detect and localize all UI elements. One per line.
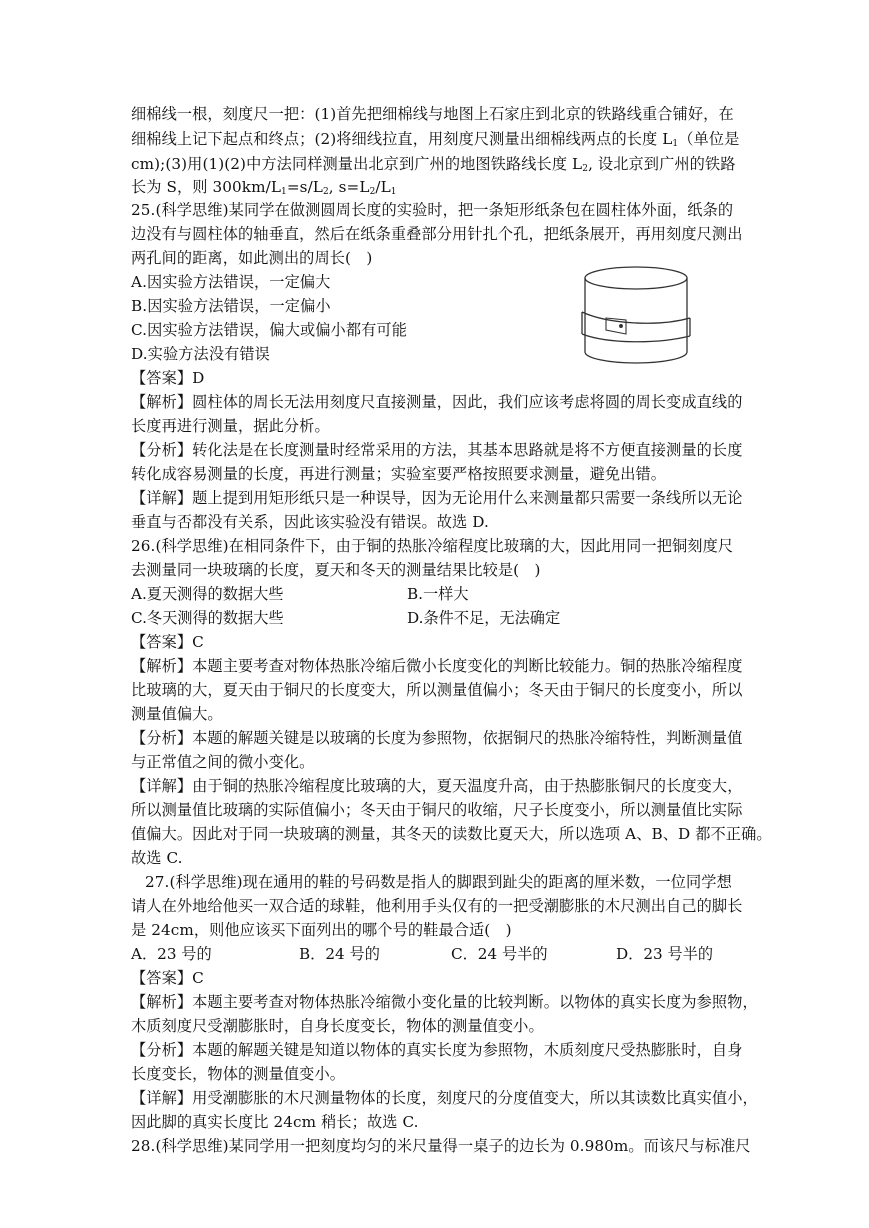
q26-option-d: D.条件不足，无法确定 — [407, 609, 561, 627]
q27-option-a: A．23 号的 — [131, 945, 212, 963]
q27-jiexi-line-1: 【解析】本题主要考查对物体热胀冷缩微小变化量的比较判断。以物体的真实长度为参照物， — [131, 993, 758, 1011]
q25-xiangjie-line-1: 【详解】题上提到用矩形纸只是一种误导，因为无论用什么来测量都只需要一条线所以无论 — [131, 489, 743, 507]
q25-option-d: D.实验方法没有错误 — [131, 345, 270, 363]
q27-stem-line-3: 是 24cm，则他应该买下面列出的哪个号的鞋最合适( ) — [131, 921, 512, 939]
q27-xiangjie-line-1: 【详解】用受潮膨胀的木尺测量物体的长度，刻度尺的分度值变大，所以其读数比真实值小， — [131, 1089, 758, 1107]
intro-line-3: cm);(3)用(1)(2)中方法同样测量出北京到广州的地图铁路线长度 $L_2$, 设北京到广州的铁路 — [131, 155, 736, 174]
q25-xiangjie-line-2: 垂直与否都没有关系，因此该实验没有错误。故选 D. — [131, 513, 489, 531]
q26-option-b: B.一样大 — [407, 585, 469, 603]
q26-stem-line-1: 26.(科学思维)在相同条件下，由于铜的热胀冷缩程度比玻璃的大，因此用同一把铜刻度尺 — [131, 537, 734, 555]
q27-stem-line-2: 请人在外地给他买一双合适的球鞋，他利用手头仅有的一把受潮膨胀的木尺测出自己的脚长 — [131, 897, 743, 915]
q25-option-c: C.因实验方法错误，偏大或偏小都有可能 — [131, 321, 407, 339]
q25-stem-line-3: 两孔间的距离，如此测出的周长( ) — [131, 249, 373, 267]
intro-line-4: 长为 S，则 $300km/L_1=s/L_2$, $s=L_2/L_1$ — [131, 178, 397, 197]
q25-stem-line-2: 边没有与圆柱体的轴垂直，然后在纸条重叠部分用针扎个孔，把纸条展开，再用刻度尺测出 — [131, 225, 743, 243]
q25-jiexi-line-1: 【解析】圆柱体的周长无法用刻度尺直接测量，因此，我们应该考虑将圆的周长变成直线的 — [131, 393, 743, 411]
q26-xiangjie-line-2: 所以测量值比玻璃的实际值偏小；冬天由于铜尺的收缩，尺子长度变小，所以测量值比实际 — [131, 801, 743, 819]
q25-option-b: B.因实验方法错误，一定偏小 — [131, 297, 331, 315]
q28-stem-line-1: 28.(科学思维)某同学用一把刻度均匀的米尺量得一桌子的边长为 0.980m。而该尺与标准尺 — [131, 1137, 751, 1155]
q26-jiexi-line-2: 比玻璃的大，夏天由于铜尺的长度变大，所以测量值偏小；冬天由于铜尺的长度变小，所以 — [131, 681, 743, 699]
q25-jiexi-line-2: 长度再进行测量，据此分析。 — [131, 417, 330, 435]
intro-line-1: 细棉线一根，刻度尺一把：(1)首先把细棉线与地图上石家庄到北京的铁路线重合铺好，在 — [131, 105, 734, 123]
q27-answer: 【答案】C — [131, 969, 204, 987]
q25-answer: 【答案】D — [131, 369, 205, 387]
q25-fenxi-line-1: 【分析】转化法是在长度测量时经常采用的方法，其基本思路就是将不方便直接测量的长度 — [131, 441, 743, 459]
q26-fenxi-line-1: 【分析】本题的解题关键是以玻璃的长度为参照物，依据铜尺的热胀冷缩特性，判断测量值 — [131, 729, 743, 747]
q27-option-c: C．24 号半的 — [451, 945, 548, 963]
q27-fenxi-line-2: 长度变长，物体的测量值变小。 — [131, 1065, 346, 1083]
cylinder-paper-strip-figure — [578, 264, 694, 368]
q26-xiangjie-line-4: 故选 C. — [131, 849, 183, 867]
q26-stem-line-2: 去测量同一块玻璃的长度，夏天和冬天的测量结果比较是( ) — [131, 561, 541, 579]
q26-option-a: A.夏天测得的数据大些 — [131, 585, 284, 603]
q26-xiangjie-line-1: 【详解】由于铜的热胀冷缩程度比玻璃的大，夏天温度升高，由于热膨胀铜尺的长度变大， — [131, 777, 743, 795]
q26-jiexi-line-1: 【解析】本题主要考查对物体热胀冷缩后微小长度变化的判断比较能力。铜的热胀冷缩程度 — [131, 657, 743, 675]
intro-line-2: 细棉线上记下起点和终点；(2)将细线拉直，用刻度尺测量出细棉线两点的长度 $L_1$（单位是 — [131, 130, 740, 149]
q27-jiexi-line-2: 木质刻度尺受潮膨胀时，自身长度变长，物体的测量值变小。 — [131, 1017, 544, 1035]
q25-option-a: A.因实验方法错误，一定偏大 — [131, 273, 331, 291]
q26-answer: 【答案】C — [131, 633, 204, 651]
q26-jiexi-line-3: 测量值偏大。 — [131, 705, 223, 723]
q26-option-c: C.冬天测得的数据大些 — [131, 609, 284, 627]
q25-fenxi-line-2: 转化成容易测量的长度，再进行测量；实验室要严格按照要求测量，避免出错。 — [131, 465, 667, 483]
q26-fenxi-line-2: 与正常值之间的微小变化。 — [131, 753, 315, 771]
q27-fenxi-line-1: 【分析】本题的解题关键是知道以物体的真实长度为参照物，木质刻度尺受热膨胀时，自身 — [131, 1041, 743, 1059]
q27-stem-line-1: 27.(科学思维)现在通用的鞋的号码数是指人的脚跟到趾尖的距离的厘米数，一位同学想 — [145, 873, 732, 891]
q25-stem-line-1: 25.(科学思维)某同学在做测圆周长度的实验时，把一条矩形纸条包在圆柱体外面，纸条的 — [131, 201, 734, 219]
q27-option-d: D．23 号半的 — [616, 945, 714, 963]
q27-xiangjie-line-2: 因此脚的真实长度比 24cm 稍长；故选 C. — [131, 1113, 419, 1131]
q27-option-b: B．24 号的 — [299, 945, 380, 963]
q26-xiangjie-line-3: 值偏大。因此对于同一块玻璃的测量，其冬天的读数比夏天大，所以选项 A、B、D 都不正确。 — [131, 825, 772, 843]
